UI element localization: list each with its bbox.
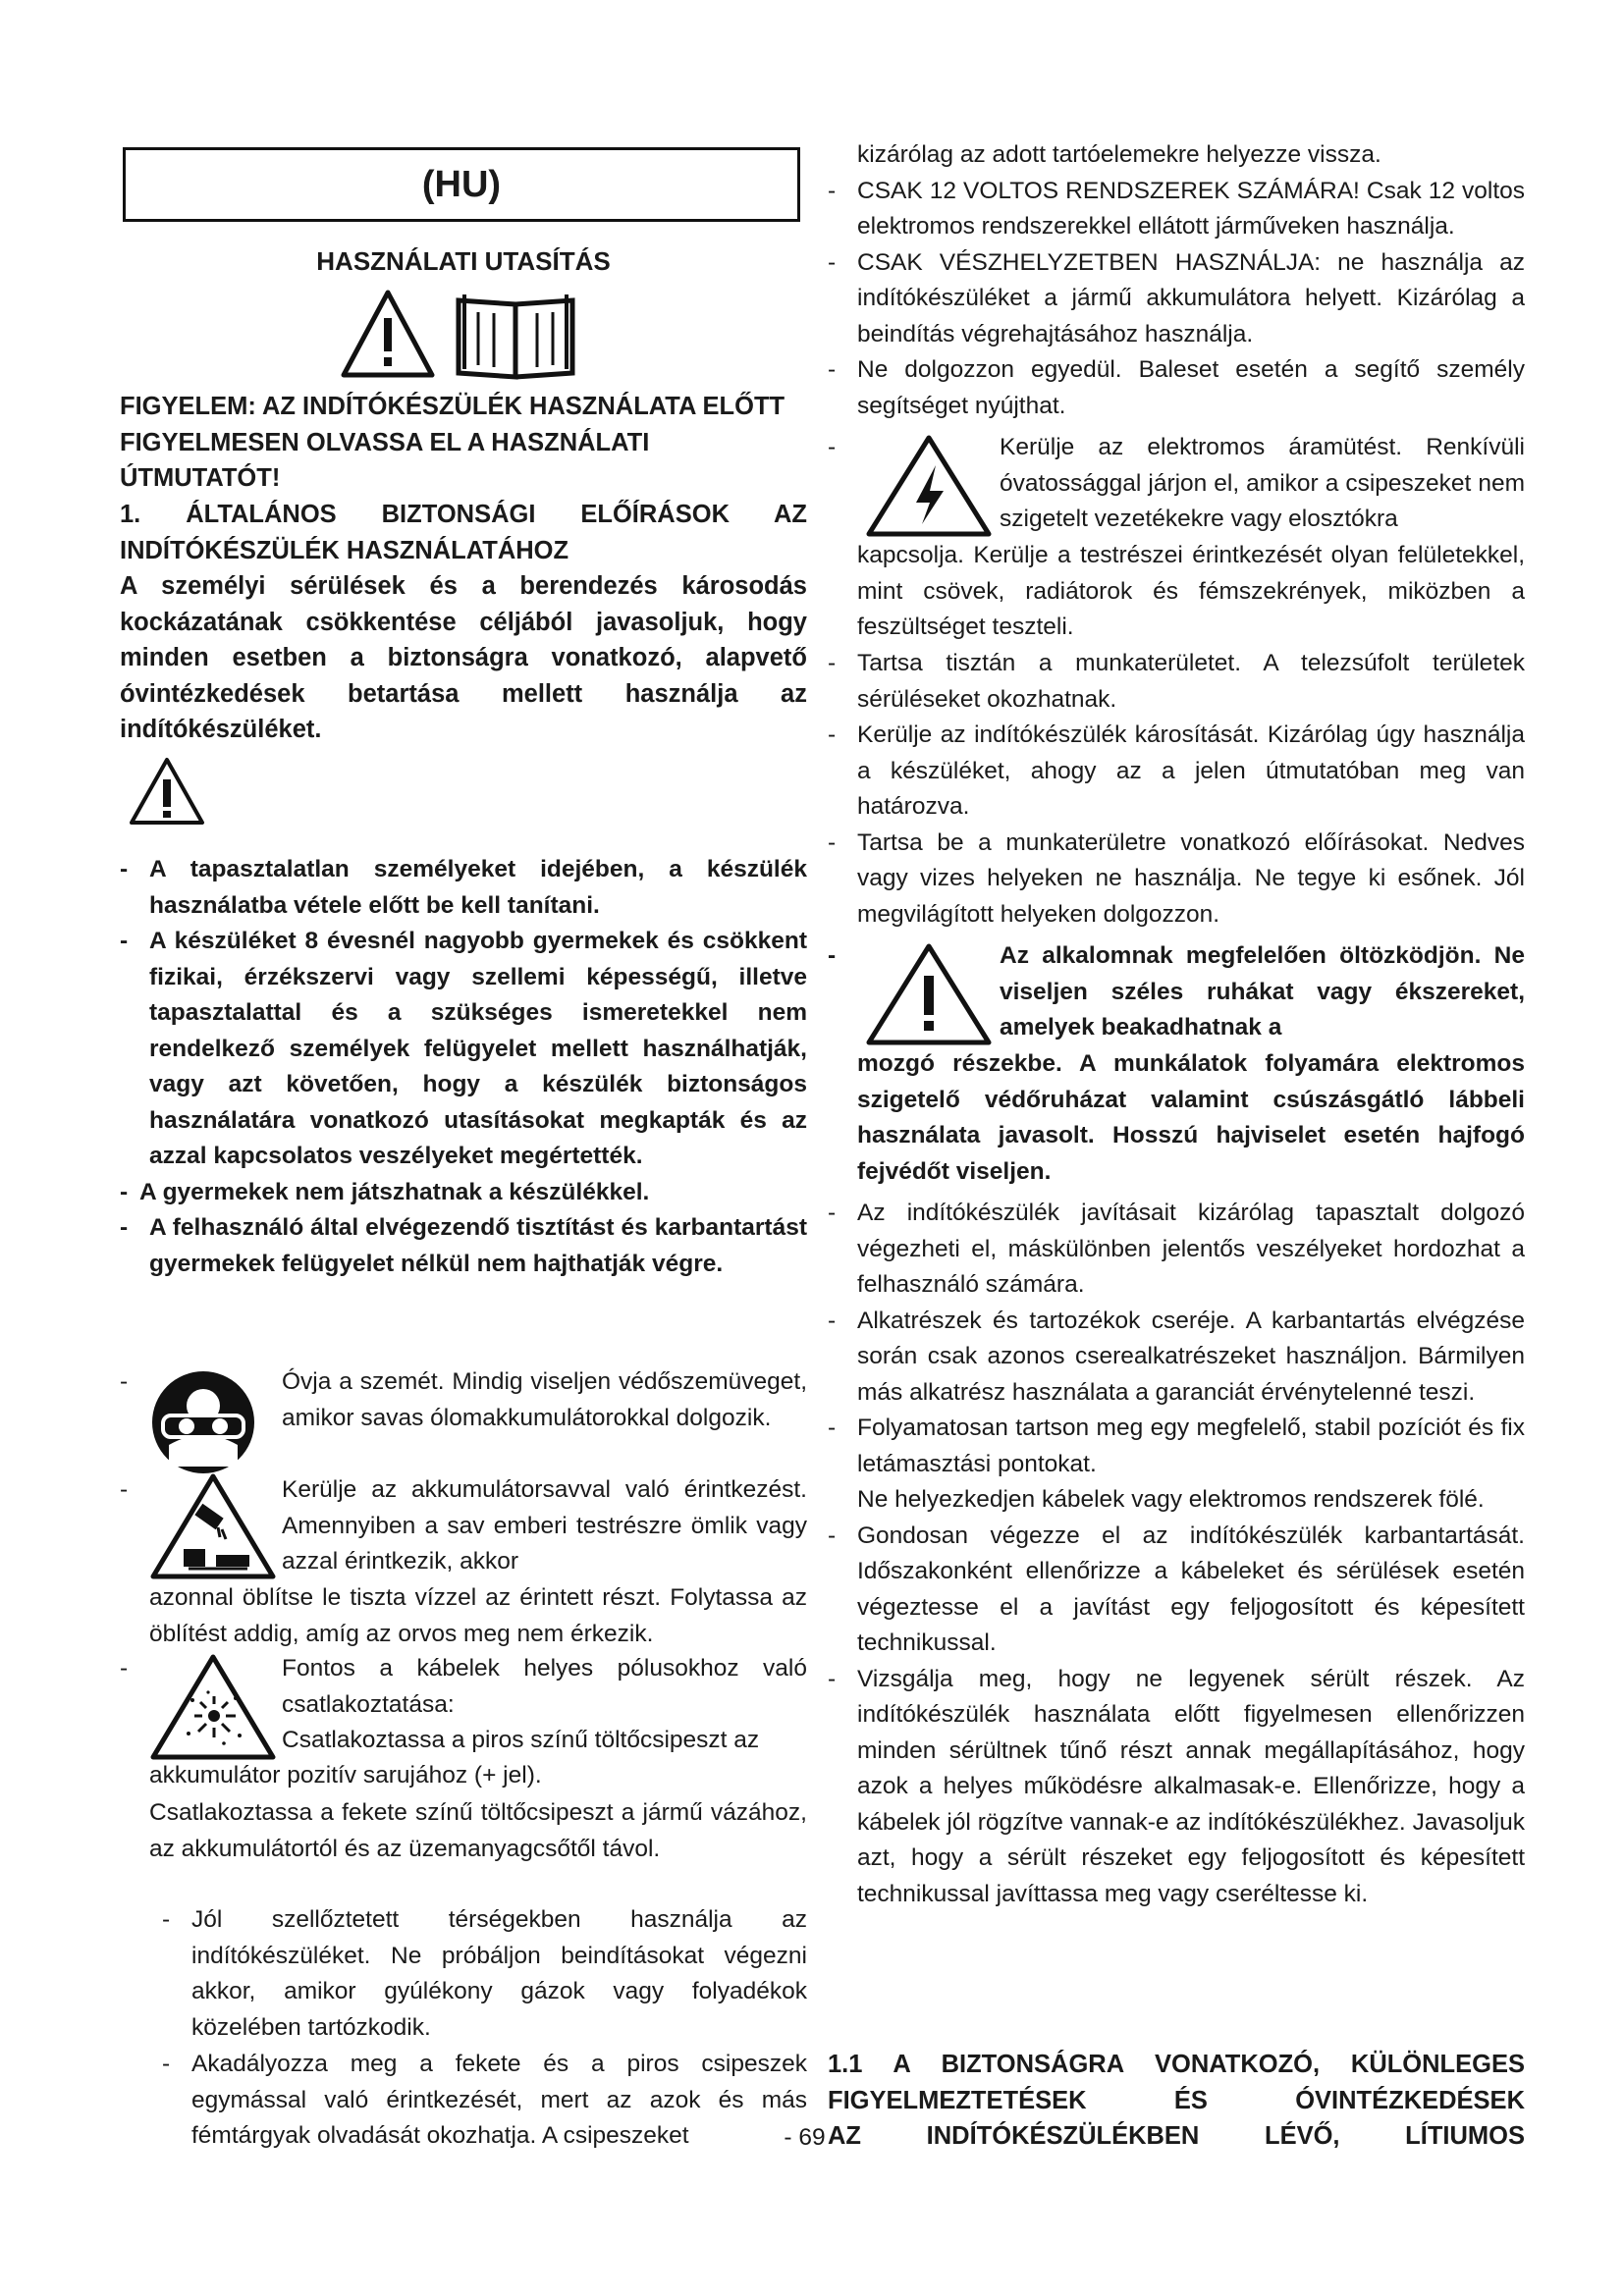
- list-item: - CSAK VÉSZHELYZETBEN HASZNÁLJA: ne használja az indítókészüléket a jármű akkumulátora helyett. Kizárólag a beindítás végrehajtásához használja.: [828, 245, 1525, 353]
- bullet-clean-area: Tartsa tisztán a munkaterületet. A telezsúfolt területek sérüléseket okozhatnak.: [857, 650, 1525, 713]
- explosive-gas-icon: [149, 1653, 277, 1761]
- bullet-no-play: A gyermekek nem játszhatnak a készülékkel.: [139, 1178, 650, 1205]
- electric-shock-icon: [865, 434, 993, 538]
- cable-red-clamp: Csatlakoztassa a piros színű töltőcsipeszt az: [282, 1727, 760, 1753]
- language-code-box: [123, 147, 800, 222]
- bullet-training: A tapasztalatlan személyeket idejében, a készülék használatba vétele előtt be kell tanítani.: [149, 856, 807, 919]
- list-item: - A tapasztalatlan személyeket idejében, a készülék használatba vétele előtt be kell tanítani.: [120, 852, 807, 924]
- shock-text-cont: kapcsolja. Kerülje a testrészei érintkezését olyan felületekkel, mint csövek, radiátorok és fémszekrények, miközben a feszültséget teszteli.: [857, 542, 1525, 640]
- clamps-item: - Akadályozza meg a fekete és a piros csipeszek egymással való érintkezését, mert az azok és más fémtárgyak olvadását okozhatja. A csipeszeket: [162, 2047, 807, 2155]
- warning-triangle-icon: [865, 942, 993, 1046]
- bullet-12-volt: CSAK 12 VOLTOS RENDSZEREK SZÁMÁRA! Csak 12 voltos elektromos rendszerekkel ellátott járműveken használja.: [857, 177, 1525, 240]
- section-1-heading: 1. ÁLTALÁNOS BIZTONSÁGI ELŐÍRÁSOK AZ: [120, 501, 807, 528]
- ventilation-text: Jól szellőztetett térségekben használja az indítókészüléket. Ne próbáljon beindításokat végezni akkor, amikor gyúlékony gázok vagy folyadékok közelében tartózkodik.: [191, 1906, 807, 2041]
- list-item: - CSAK 12 VOLTOS RENDSZEREK SZÁMÁRA! Csak 12 voltos elektromos rendszerekkel ellátott járműveken használja.: [828, 174, 1525, 245]
- bullet-maintenance: Gondosan végezze el az indítókészülék karbantartását. Időszakonként ellenőrizze a kábeleket és sérülések esetén végeztesse el a javítást egy feljogosított és képesített technikussal.: [857, 1522, 1525, 1656]
- dress-text: Az alkalomnak megfelelően öltözködjön. Ne viseljen széles ruhákat vagy ékszereket, amelyek beakadhatnak a: [1000, 942, 1525, 1041]
- section-1-heading-cont: INDÍTÓKÉSZÜLÉK HASZNÁLATÁHOZ: [120, 536, 569, 564]
- manual-title: HASZNÁLATI UTASÍTÁS: [316, 246, 611, 276]
- goggles-text: Óvja a szemét. Mindig viseljen védőszemüveget, amikor savas ólomakkumulátorokkal dolgozik.: [282, 1368, 807, 1431]
- bullet-work-area: Tartsa be a munkaterületre vonatkozó előírásokat. Nedves vagy vizes helyeken ne használja. Ne tegye ki esőnek. Jól megvilágított helyeken dolgozzon.: [857, 828, 1525, 928]
- corrosive-acid-icon: [149, 1472, 277, 1580]
- list-item: - Folyamatosan tartson meg egy megfelelő, stabil pozíciót és fix letámasztási pontokat. Ne helyezkedjen kábelek vagy elektromos rendszerek fölé.: [828, 1411, 1525, 1519]
- list-item: - Kerülje az indítókészülék károsítását. Kizárólag úgy használja a készüléket, ahogy az a jelen útmutatóban meg van határozva.: [828, 718, 1525, 826]
- list-item: - A készüléket 8 évesnél nagyobb gyermekek és csökkent fizikai, érzékszervi vagy szellemi képességű, illetve tapasztalattal és a szükséges ismeretekkel nem rendelkező személyek felügyelet mellett használhatják, vagy azt követően, hogy a készülék biztonságos használatára vonatkozó utasításokat megkapták és az azzal kapcsolatos veszélyeket megértették.: [120, 924, 807, 1175]
- page-number: - 69 -: [784, 2124, 840, 2151]
- bullet-stable-position: Folyamatosan tartson meg egy megfelelő, stabil pozíciót és fix letámasztási pontokat.: [857, 1415, 1525, 1477]
- right-continuation: kizárólag az adott tartóelemekre helyezze vissza.: [857, 141, 1381, 168]
- list-item: - Alkatrészek és tartozékok cseréje. A karbantartás elvégzése során csak azonos cserealkatrészeket használjon. Bármilyen más alkatrész használata a garanciát érvénytelenné teszi.: [828, 1304, 1525, 1412]
- bullet-cleaning: A felhasználó által elvégezendő tisztítást és karbantartást gyermekek felügyelet nélkül nem hajthatják végre.: [149, 1214, 807, 1277]
- list-item: - Gondosan végezze el az indítókészülék karbantartását. Időszakonként ellenőrizze a kábeleket és sérülések esetén végeztesse el a javítást egy feljogosított és képesített technikussal.: [828, 1519, 1525, 1662]
- goggles-icon: [149, 1368, 257, 1476]
- ventilation-item: - Jól szellőztetett térségekben használja az indítókészüléket. Ne próbáljon beindításokat végezni akkor, amikor gyúlékony gázok vagy folyadékok közelében tartózkodik.: [162, 1902, 807, 2046]
- warning-read-manual-icon: [339, 287, 584, 381]
- bullet-stable-position-note: Ne helyezkedjen kábelek vagy elektromos rendszerek fölé.: [857, 1486, 1485, 1513]
- clamps-text: Akadályozza meg a fekete és a piros csipeszek egymással való érintkezését, mert az azok és más fémtárgyak olvadását okozhatja. A csipeszeket: [191, 2051, 807, 2149]
- section-1-1-heading-3: AZ INDÍTÓKÉSZÜLÉKBEN LÉVŐ, LÍTIUMOS: [828, 2122, 1525, 2150]
- language-code: (HU): [421, 163, 502, 205]
- warning-line-1: FIGYELEM: AZ INDÍTÓKÉSZÜLÉK HASZNÁLATA ELŐTT: [120, 393, 785, 420]
- list-item: - A gyermekek nem játszhatnak a készülékkel.: [120, 1175, 807, 1211]
- bullet-emergency: CSAK VÉSZHELYZETBEN HASZNÁLJA: ne használja az indítókészüléket a jármű akkumulátora helyett. Kizárólag a beindítás végrehajtásához használja.: [857, 248, 1525, 347]
- list-item: - Ne dolgozzon egyedül. Baleset esetén a segítő személy segítséget nyújthat.: [828, 352, 1525, 424]
- acid-text-cont: azonnal öblítse le tiszta vízzel az érintett részt. Folytassa az öblítést addig, amíg az orvos meg nem érkezik.: [149, 1584, 807, 1647]
- shock-text: Kerülje az elektromos áramütést. Renkívüli óvatossággal járjon el, amikor a csipeszeket nem szigetelt vezetékekre vagy elosztókra: [1000, 434, 1525, 532]
- section-1-intro: A személyi sérülések és a berendezés károsodás kockázatának csökkentése céljából javasoljuk, hogy minden esetben a biztonságra vonatkozó, alapvető óvintézkedések betartása mellett használja az indítókészüléket.: [120, 572, 807, 743]
- section-1-1-heading: 1.1 A BIZTONSÁGRA VONATKOZÓ, KÜLÖNLEGES: [828, 2051, 1525, 2078]
- bullet-spare-parts: Alkatrészek és tartozékok cseréje. A karbantartás elvégzése során csak azonos cserealkatrészeket használjon. Bármilyen más alkatrész használata a garanciát érvénytelenné teszi.: [857, 1307, 1525, 1406]
- list-item: - Vizsgálja meg, hogy ne legyenek sérült részek. Az indítókészülék használata előtt figyelmesen ellenőrizzen minden sérültnek tűnő részt annak megállapításához, hogy azok a helyes működésre alkalmasak-e. Ellenőrizze, hogy a kábelek jól rögzítve vannak-e az indítókészülékhez. Javasoljuk azt, hogy a sérült részeket egy feljogosított és képesített technikussal javíttassa meg vagy cseréltesse ki.: [828, 1662, 1525, 1913]
- list-item: - Az indítókészülék javításait kizárólag tapasztalt dolgozó végezheti el, máskülönben jelentős veszélyeket hordozhat a felhasználó számára.: [828, 1196, 1525, 1304]
- cable-black-clamp: Csatlakoztassa a fekete színű töltőcsipeszt a jármű vázához, az akkumulátortól és az üzemanyagcsőtől távol.: [149, 1799, 807, 1862]
- list-item: - Tartsa be a munkaterületre vonatkozó előírásokat. Nedves vagy vizes helyeken ne használja. Ne tegye ki esőnek. Jól megvilágított helyeken dolgozzon.: [828, 826, 1525, 934]
- cable-text: Fontos a kábelek helyes pólusokhoz való csatlakoztatása:: [282, 1655, 807, 1718]
- list-item: - A felhasználó által elvégezendő tisztítást és karbantartást gyermekek felügyelet nélkül nem hajthatják végre.: [120, 1210, 807, 1282]
- bullet-repairs: Az indítókészülék javításait kizárólag tapasztalt dolgozó végezheti el, máskülönben jelentős veszélyeket hordozhat a felhasználó számára.: [857, 1200, 1525, 1298]
- list-item: - Tartsa tisztán a munkaterületet. A telezsúfolt területek sérüléseket okozhatnak.: [828, 646, 1525, 718]
- acid-text: Kerülje az akkumulátorsavval való érintkezést. Amennyiben a sav emberi testrészre ömlik vagy azzal érintkezik, akkor: [282, 1476, 807, 1575]
- bullet-avoid-damage: Kerülje az indítókészülék károsítását. Kizárólag úgy használja a készüléket, ahogy az a jelen útmutatóban meg van határozva.: [857, 721, 1525, 820]
- section-1-1-heading-2: FIGYELMEZTETÉSEK ÉS ÓVINTÉZKEDÉSEK: [828, 2086, 1525, 2114]
- dress-text-cont: mozgó részekbe. A munkálatok folyamára elektromos szigetelő védőruházat valamint csúszásgátló lábbeli használata javasolt. Hosszú hajviselet esetén hajfogó fejvédőt viseljen.: [857, 1050, 1525, 1185]
- warning-line-2: FIGYELMESEN OLVASSA EL A HASZNÁLATI ÚTMUTATÓT!: [120, 428, 650, 492]
- warning-triangle-icon: [128, 756, 206, 827]
- bullet-children-supervision: A készüléket 8 évesnél nagyobb gyermekek és csökkent fizikai, érzékszervi vagy szellemi képességű, illetve tapasztalattal és a szükséges ismeretekkel nem rendelkező személyek felügyelet mellett használhatják, vagy azt követően, hogy a készülék biztonságos használatára vonatkozó utasításokat megkapták és az azzal kapcsolatos veszélyeket megértették.: [149, 928, 807, 1169]
- bullet-not-alone: Ne dolgozzon egyedül. Baleset esetén a segítő személy segítséget nyújthat.: [857, 356, 1525, 419]
- cable-red-clamp-cont: akkumulátor pozitív sarujához (+ jel).: [149, 1762, 542, 1789]
- bullet-inspect: Vizsgálja meg, hogy ne legyenek sérült részek. Az indítókészülék használata előtt figyelmesen ellenőrizzen minden sérültnek tűnő részt annak megállapításához, hogy azok a helyes működésre alkalmasak-e. Ellenőrizze, hogy a kábelek jól rögzítve vannak-e az indítókészülékhez. Javasoljuk azt, hogy a sérült részeket egy feljogosított és képesített technikussal javíttassa meg vagy cseréltesse ki.: [857, 1665, 1525, 1907]
